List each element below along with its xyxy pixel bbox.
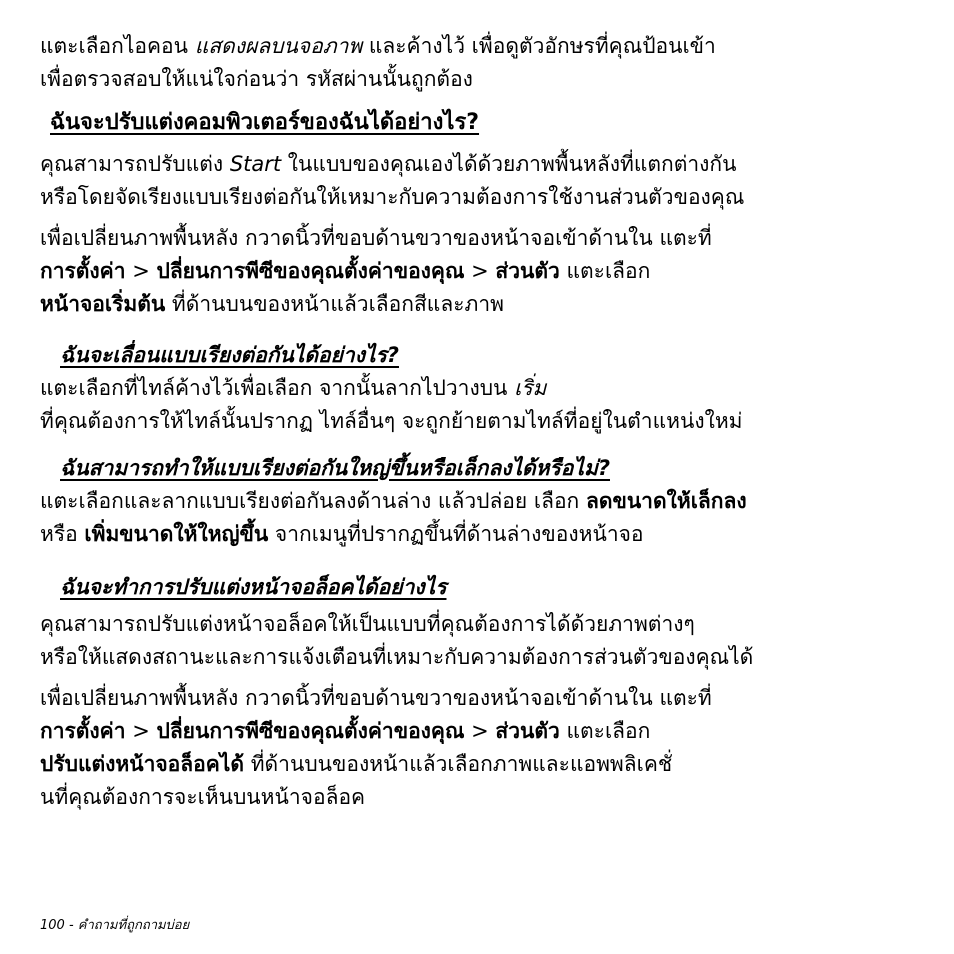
personalize-term: ส่วนตัว (495, 719, 560, 743)
intro-paragraph (40, 30, 920, 96)
change-pc-settings-term: ปลี่ยนการพีซีของคุณตั้งค่าของคุณ (156, 719, 465, 743)
section-heading-customize-pc: ฉันจะปรับแต่งคอมพิวเตอร์ของฉันได้อย่างไร? (50, 110, 480, 135)
page-footer: 100 - คำถามที่ถูกถามบ่อย (40, 918, 190, 933)
section2-paragraph: แตะเลือกที่ไทล์ค้างไว้เพื่อเลือก จากนั้นลากไปวางบน เริ่ม ที่คุณต้องการให้ไทล์นั้นปรากฏ ไทล์อื่นๆ จะถูกย้ายตามไทล์ที่อยู่ในตำแหน่งใหม่ (40, 376, 743, 433)
intro-text: และค้างไว้ เพื่อดูตัวอักษรที่คุณป้อนเข้า (362, 34, 716, 58)
settings-term: การตั้งค่า (40, 719, 126, 743)
document-page (40, 30, 920, 814)
personalize-term: ส่วนตัว (495, 259, 560, 283)
intro-text: แตะเลือกไอคอน (40, 34, 195, 58)
start-term: Start (229, 152, 282, 176)
section-heading-resize-tiles: ฉันสามารถทำให้แบบเรียงต่อกันใหญ่ขึ้นหรือเล็กลงได้หรือไม่? (60, 456, 610, 480)
intro-italic-term: แสดงผลบนจอภาพ (194, 34, 363, 58)
start-term: เริ่ม (514, 376, 547, 400)
section1-paragraph-2: เพื่อเปลี่ยนภาพพื้นหลัง กวาดนิ้วที่ขอบด้านขวาของหน้าจอเข้าด้านใน แตะที่ การตั้งค่า > ปลี่ยนการพีซีของคุณตั้งค่าของคุณ > ส่วนตัว แตะเลือก หน้าจอเริ่มต้น ที่ด้านบนของหน้าแล้วเลือกสีและภาพ (40, 226, 712, 316)
settings-term: การตั้งค่า (40, 259, 126, 283)
customize-lock-screen-term: ปรับแต่งหน้าจอล็อคได้ (40, 752, 245, 776)
section-heading-lock-screen: ฉันจะทำการปรับแต่งหน้าจอล็อคได้อย่างไร (60, 575, 447, 599)
section1-paragraph-1: คุณสามารถปรับแต่ง Start ในแบบของคุณเองได้ด้วยภาพพื้นหลังที่แตกต่างกัน หรือโดยจัดเรียงแบบเรียงต่อกันให้เหมาะกับความต้องการใช้งานส่วนตัวของคุณ (40, 152, 745, 209)
enlarge-term: เพิ่มขนาดให้ใหญ่ขึ้น (84, 522, 269, 546)
section4-paragraph-1: คุณสามารถปรับแต่งหน้าจอล็อคให้เป็นแบบที่คุณต้องการได้ด้วยภาพต่างๆ หรือให้แสดงสถานะและการแจ้งเตือนที่เหมาะกับความต้องการส่วนตัวของคุณได้ (40, 612, 754, 669)
change-pc-settings-term: ปลี่ยนการพีซีของคุณตั้งค่าของคุณ (156, 259, 465, 283)
section4-paragraph-2: เพื่อเปลี่ยนภาพพื้นหลัง กวาดนิ้วที่ขอบด้านขวาของหน้าจอเข้าด้านใน แตะที่ การตั้งค่า > ปลี่ยนการพีซีของคุณตั้งค่าของคุณ > ส่วนตัว แตะเลือก ปรับแต่งหน้าจอล็อคได้ ที่ด้านบนของหน้าแล้วเลือกภาพและแอพพลิเคชั่ นที่คุณต้องการจะเห็นบนหน้าจอล็อค (40, 686, 712, 809)
intro-text: เพื่อตรวจสอบให้แน่ใจก่อนว่า รหัสผ่านนั้นถูกต้อง (40, 67, 473, 91)
section-heading-move-tiles: ฉันจะเลื่อนแบบเรียงต่อกันได้อย่างไร? (60, 343, 399, 367)
section3-paragraph: แตะเลือกและลากแบบเรียงต่อกันลงด้านล่าง แล้วปล่อย เลือก ลดขนาดให้เล็กลง หรือ เพิ่มขนาดให้ใหญ่ขึ้น จากเมนูที่ปรากฏขึ้นที่ด้านล่างของหน้าจอ (40, 489, 747, 546)
start-screen-term: หน้าจอเริ่มต้น (40, 292, 166, 316)
shrink-term: ลดขนาดให้เล็กลง (585, 489, 747, 513)
